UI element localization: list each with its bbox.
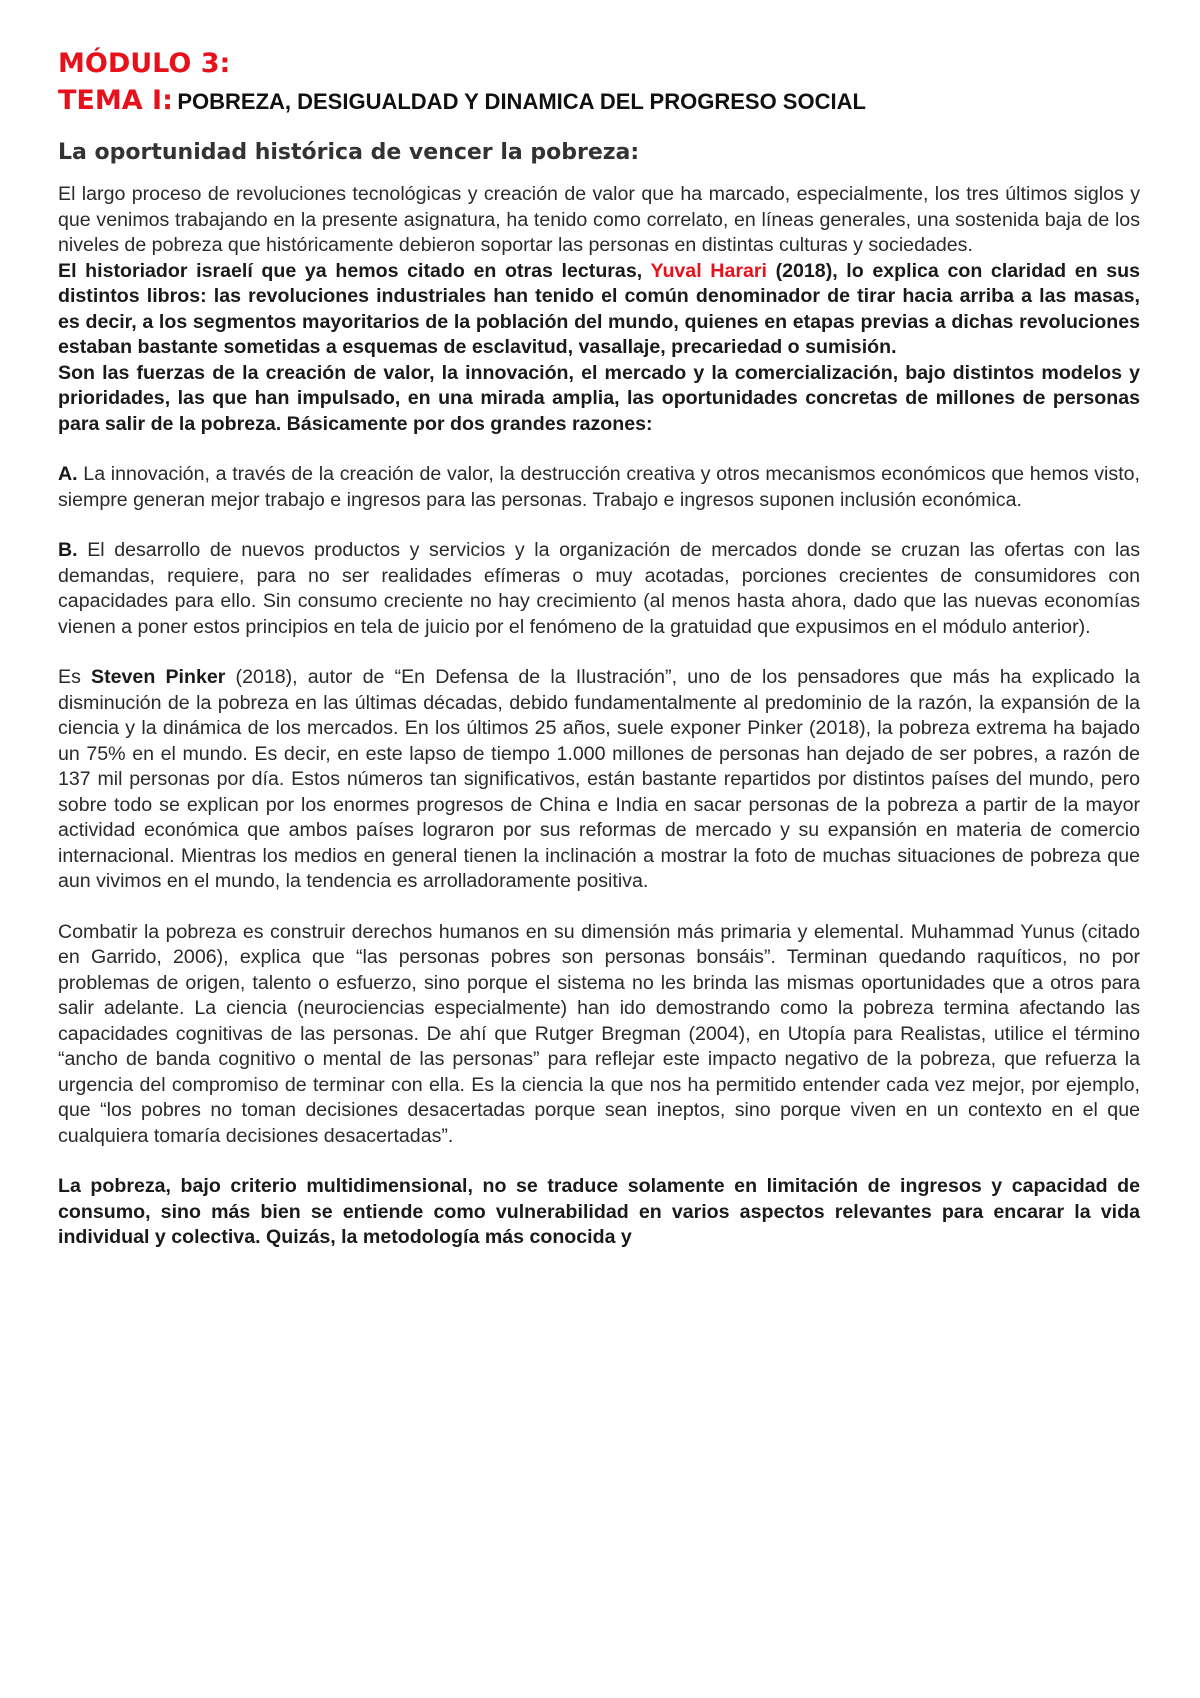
tema-label: TEMA I:	[58, 85, 173, 116]
paragraph-reason-b	[58, 538, 1140, 640]
paragraph-harari	[58, 259, 1140, 361]
author-harari: Yuval Harari	[650, 259, 767, 282]
module-title: MÓDULO 3:	[58, 48, 231, 79]
pinker-post: (2018), autor de “En Defensa de la Ilustración”, uno de los pensadores que más ha explicado la disminución de la pobreza en las últimas décadas, debido fundamentalmente al predominio de la razón, la expansión de la ciencia y la dinámica de los mercados. En los últimos 25 años, suele exponer Pinker (2018), la pobreza extrema ha bajado un 75% en el mundo. Es decir, en este lapso de tiempo 1.000 millones de personas han dejado de ser pobres, a razón de 137 mil personas por día. Estos números tan significativos, están bastante repartidos por distintos países del mundo, pero sobre todo se explican por los enormes progresos de China e India en sacar personas de la pobreza a partir de la mayor actividad económica que ambos países lograron por sus reformas de mercado y su expansión en materia de comercio internacional. Mientras los medios en general tienen la inclinación a mostrar la foto de muchas situaciones de pobreza que aun vivimos en el mundo, la tendencia es arrolladoramente positiva.	[58, 666, 1140, 892]
reason-a-text: La innovación, a través de la creación de valor, la destrucción creativa y otros mecanismos económicos que hemos visto, siempre generan mejor trabajo e ingresos para las personas. Trabajo e ingresos suponen inclusión económica.	[58, 463, 1140, 511]
paragraph-reason-a	[58, 462, 1140, 513]
paragraph-pinker	[58, 665, 1140, 895]
harari-pre: El historiador israelí que ya hemos citado en otras lecturas,	[58, 259, 651, 282]
paragraph-intro: El largo proceso de revoluciones tecnológicas y creación de valor que ha marcado, especialmente, los tres últimos siglos y que venimos trabajando en la presente asignatura, ha tenido como correlato, en líneas generales, una sostenida baja de los niveles de pobreza que históricamente debieron soportar las personas en distintas culturas y sociedades.	[58, 183, 1140, 256]
reason-a-label: A.	[58, 463, 78, 485]
reason-b-text: El desarrollo de nuevos productos y servicios y la organización de mercados donde se cruzan las ofertas con las demandas, requiere, para no ser realidades efímeras o muy acotadas, porciones crecientes de consumidores con capacidades para ello. Sin consumo creciente no hay crecimiento (al menos hasta ahora, dado que las nuevas economías vienen a poner estos principios en tela de juicio por el fenómeno de la gratuidad que expusimos en el módulo anterior).	[58, 539, 1140, 638]
pinker-pre: Es	[58, 666, 92, 688]
paragraph-yunus: Combatir la pobreza es construir derechos humanos en su dimensión más primaria y elemental. Muhammad Yunus (citado en Garrido, 2006), explica que “las personas pobres son personas bonsáis”. Terminan quedando raquíticos, no por problemas de origen, talento o esfuerzo, sino porque el sistema no les brinda las mismas oportunidades que a otros para salir adelante. La ciencia (neurociencias especialmente) han ido demostrando como la pobreza termina afectando las capacidades cognitivas de las personas. De ahí que Rutger Bregman (2004), en Utopía para Realistas, utilice el término “ancho de banda cognitivo o mental de las personas” para reflejar este impacto negativo de la pobreza, que refuerza la urgencia del compromiso de terminar con ella. Es la ciencia la que nos ha permitido entender cada vez mejor, por ejemplo, que “los pobres no toman decisiones desacertadas porque sean ineptos, sino porque viven en un contexto en el que cualquiera tomaría decisiones desacertadas”.	[58, 920, 1140, 1147]
section-subtitle: La oportunidad histórica de vencer la pobreza:	[58, 140, 640, 165]
tema-title: POBREZA, DESIGUALDAD Y DINAMICA DEL PROGRESO SOCIAL	[177, 89, 866, 114]
paragraph-forces: Son las fuerzas de la creación de valor, la innovación, el mercado y la comercialización, bajo distintos modelos y prioridades, las que han impulsado, en una mirada amplia, las oportunidades concretas de millones de personas para salir de la pobreza. Básicamente por dos grandes razones:	[58, 361, 1140, 435]
reason-b-label: B.	[58, 539, 78, 561]
harari-post: (2018), lo explica con claridad en sus distintos libros: las revoluciones industriales han tenido el común denominador de tirar hacia arriba a las masas, es decir, a los segmentos mayoritarios de la población del mundo, quienes en etapas previas a dichas revoluciones estaban bastante sometidas a esquemas de esclavitud, vasallaje, precariedad o sumisión.	[58, 259, 1140, 358]
tema-heading	[58, 82, 1140, 124]
author-pinker: Steven Pinker	[91, 666, 226, 688]
paragraph-multidimensional: La pobreza, bajo criterio multidimensional, no se traduce solamente en limitación de ingresos y capacidad de consumo, sino más bien se entiende como vulnerabilidad en varios aspectos relevantes para encarar la vida individual y colectiva. Quizás, la metodología más conocida y	[58, 1175, 1140, 1248]
